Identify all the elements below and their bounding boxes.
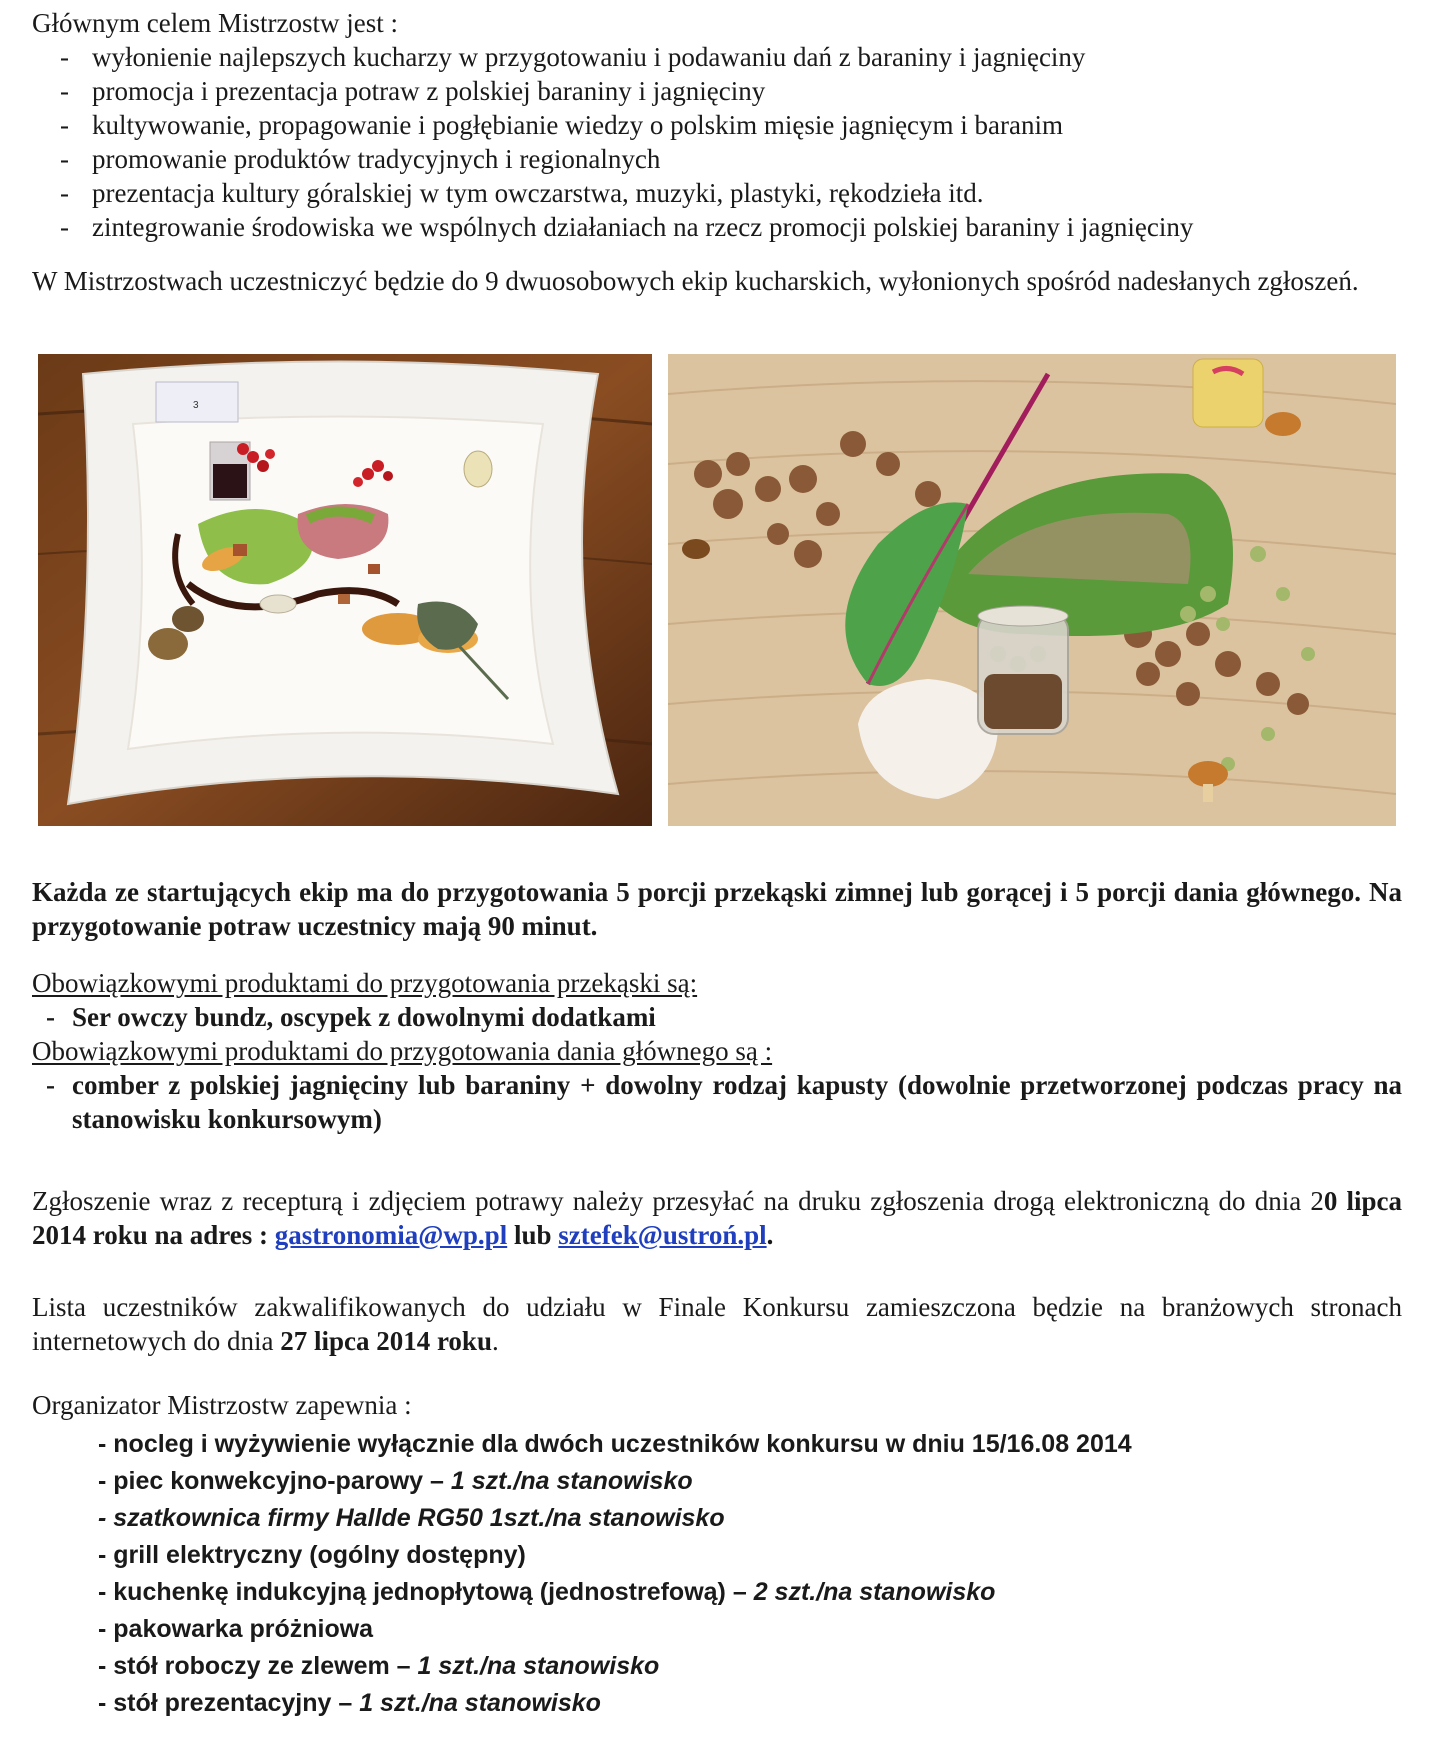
main-course-item: - comber z polskiej jagnięciny lub baraniny + dowolny rodzaj kapusty (dowolnie przetworzonej podczas pracy na stanowisku konkursowym)	[32, 1068, 1402, 1136]
equipment-quantity: - szatkownica firmy Hallde RG50 1szt./na stanowisko	[98, 1504, 725, 1532]
goal-item: - zintegrowanie środowiska we wspólnych działaniach na rzecz promocji polskiej baraniny i jagnięciny	[60, 210, 1402, 244]
qualified-paragraph	[32, 1290, 1402, 1358]
equipment-quantity: 2 szt./na stanowisko	[753, 1578, 996, 1606]
equipment-text: - pakowarka próżniowa	[98, 1615, 374, 1643]
equipment-quantity: 1 szt./na stanowisko	[417, 1652, 660, 1680]
products-section	[32, 966, 1402, 1136]
dish-photo-right	[668, 354, 1396, 826]
goal-item: - promocja i prezentacja potraw z polskiej baraniny i jagnięciny	[60, 74, 1402, 108]
equipment-item	[98, 1574, 1402, 1611]
qualified-date: 27 lipca 2014 roku	[280, 1326, 492, 1356]
main-course-heading: Obowiązkowymi produktami do przygotowania dania głównego są :	[32, 1036, 773, 1066]
equipment-quantity: 1 szt./na stanowisko	[450, 1467, 693, 1495]
email-link-gastronomia[interactable]: gastronomia@wp.pl	[274, 1220, 508, 1250]
submission-deadline: 0 lipca 2014 roku na adres :	[32, 1186, 1402, 1250]
equipment-text: - grill elektryczny (ogólny dostępny)	[98, 1541, 526, 1569]
equipment-quantity: 1 szt./na stanowisko	[359, 1689, 601, 1717]
equipment-text: - kuchenkę indukcyjną jednopłytową (jednostrefową) –	[98, 1578, 754, 1606]
equipment-text: - stół prezentacyjny –	[98, 1689, 360, 1717]
equipment-item	[98, 1685, 1402, 1722]
appetizer-heading: Obowiązkowymi produktami do przygotowania przekąski są:	[32, 968, 698, 998]
submission-end: .	[766, 1220, 774, 1250]
equipment-item	[98, 1500, 1402, 1537]
submission-or: lub	[507, 1220, 559, 1250]
equipment-item	[98, 1537, 1402, 1574]
teams-paragraph: W Mistrzostwach uczestniczyć będzie do 9 dwuosobowych ekip kucharskich, wyłonionych spośród nadesłanych zgłoszeń.	[32, 266, 1359, 296]
qualified-text: Lista uczestników zakwalifikowanych do udziału w Finale Konkursu zamieszczona będzie na branżowych stronach internetowych do dnia	[32, 1292, 1402, 1356]
goal-item: - promowanie produktów tradycyjnych i regionalnych	[60, 142, 1402, 176]
dish-photo-left	[38, 354, 652, 826]
provides-section	[32, 1388, 1402, 1722]
goal-item: - wyłonienie najlepszych kucharzy w przygotowaniu i podawaniu dań z baraniny i jagnięciny	[60, 40, 1402, 74]
main-course-list	[32, 1068, 1402, 1136]
goal-item: - kultywowanie, propagowanie i pogłębianie wiedzy o polskim mięsie jagnięcym i baranim	[60, 108, 1402, 142]
plate-number: 3	[193, 400, 199, 411]
equipment-item	[98, 1611, 1402, 1648]
appetizer-list	[32, 1000, 1402, 1034]
goals-list	[32, 40, 1402, 244]
submission-paragraph	[32, 1184, 1402, 1252]
goals-heading: Głównym celem Mistrzostw jest :	[32, 8, 398, 38]
provides-heading: Organizator Mistrzostw zapewnia :	[32, 1390, 412, 1420]
appetizer-item: - Ser owczy bundz, oscypek z dowolnymi dodatkami	[32, 1000, 1402, 1034]
equipment-text: - piec konwekcyjno-parowy –	[98, 1467, 451, 1495]
intro-section	[32, 6, 1402, 244]
rules-paragraph: Każda ze startujących ekip ma do przygotowania 5 porcji przekąski zimnej lub gorącej i 5 porcji dania głównego. Na przygotowanie potraw uczestnicy mają 90 minut.	[32, 877, 1402, 941]
goal-item: - prezentacja kultury góralskiej w tym owczarstwa, muzyki, plastyki, rękodzieła itd.	[60, 176, 1402, 210]
equipment-item	[98, 1648, 1402, 1685]
equipment-list	[32, 1426, 1402, 1722]
email-link-sztefek[interactable]: sztefek@ustroń.pl	[558, 1220, 767, 1250]
equipment-text: - stół roboczy ze zlewem –	[98, 1652, 418, 1680]
equipment-text: - nocleg i wyżywienie wyłącznie dla dwóch uczestników konkursu w dniu 15/16.08 2014	[98, 1430, 1132, 1458]
qualified-end: .	[491, 1326, 499, 1356]
equipment-item	[98, 1426, 1402, 1463]
equipment-item	[98, 1463, 1402, 1500]
submission-text: Zgłoszenie wraz z recepturą i zdjęciem potrawy należy przesyłać na druku zgłoszenia drogą elektroniczną do dnia 2	[32, 1186, 1324, 1216]
